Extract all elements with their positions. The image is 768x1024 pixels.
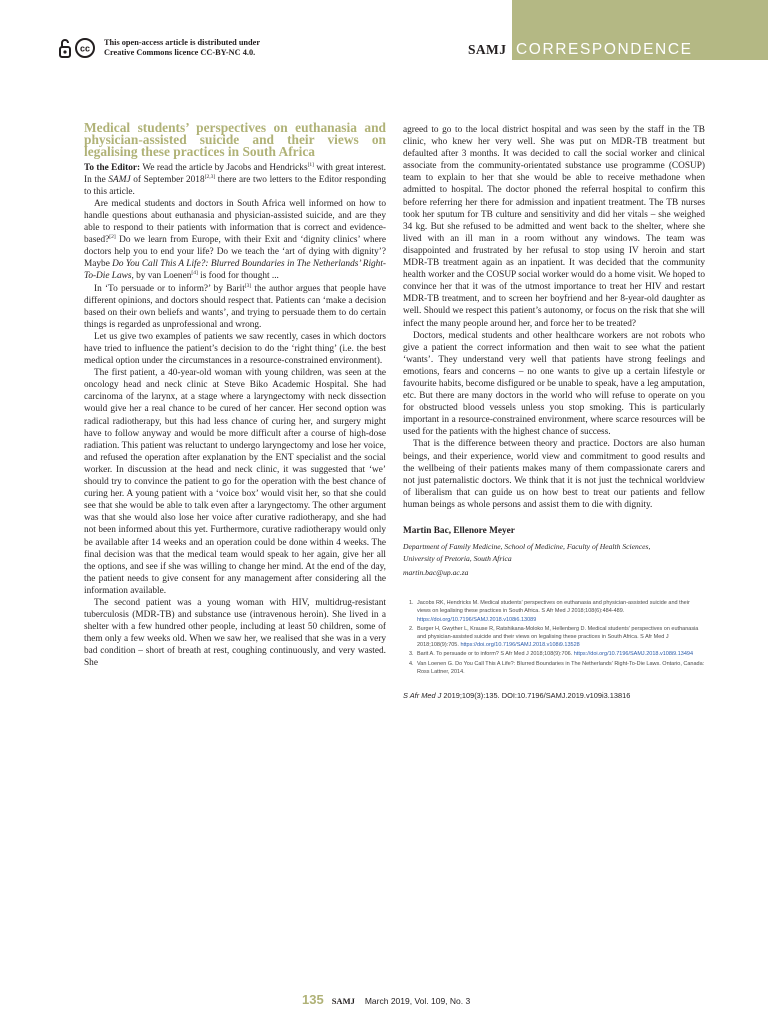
open-access-icon	[56, 38, 98, 58]
doi-link[interactable]: https://doi.org/10.7196/SAMJ.2018.v108i9.13528	[460, 642, 580, 649]
paragraph-1: To the Editor: We read the article by Jacobs and Hendricks[1] with great interest. In the SAMJ of September 2018[2,3] there are two letters to the Editor responding to this article.	[84, 161, 386, 197]
paragraph-3: In ‘To persuade or to inform?’ by Barit[3] the author argues that people have different opinions, and doctors should respect that. Patients can ‘make a decision based on their own beliefs and wants’, and trying to persuade them to do certain things is regarded as unprofessional and wrong.	[84, 282, 387, 330]
reference-item: 4. Van Loenen G. Do You Call This A Life?: Blurred Boundaries in The Netherlands’ Right-To-Die Laws. Ontario, Canada: Ross Lattner, 2014.	[409, 660, 705, 675]
article-title: Medical students’ perspectives on euthanasia and physician-assisted suicide and their views on legalising these practices in South Africa	[84, 120, 386, 160]
right-column	[403, 124, 705, 702]
cc-logo	[56, 38, 98, 58]
author-email[interactable]: martin.bac@up.ac.za	[403, 568, 469, 578]
reference-marker: [2]	[109, 234, 116, 241]
paragraph-9: That is the difference between theory and practice. Doctors are also human beings, and their experience, world view and commitment to good results and the wellbeing of their patients makes many of them compassionate carers and not just paternalistic doctors. We think that it is not just the technical worldview of liberalism that can guide us on how best to treat our patients and fellow human beings as whole persons and assist them to die with dignity.	[403, 439, 705, 510]
article-citation: S Afr Med J 2019;109(3):135. DOI:10.7196/SAMJ.2019.v109i3.13816	[403, 691, 631, 701]
footer-journal: SAMJ	[331, 996, 355, 1006]
left-column	[84, 122, 386, 670]
reference-marker: [2,3]	[204, 173, 216, 180]
paragraph-5: The first patient, a 40-year-old woman with young children, was seen at the oncology head and neck clinic at Steve Biko Academic Hospital. She had carcinoma of the larynx, at a stage where a laryngectomy with neck dissection would give her a real chance to be cured of her cancer. Her second option was radical radiotherapy, but this had less chance of curing her, and surgery might have to follow anyway and would be more difficult after a course of high-dose radiation. This patient was reluctant to undergo laryngectomy and lose her voice, and refused the operation after explanation by the ENT specialist and the social worker. In discussion at the head and neck clinic, it was suggested that ‘we’ should try to convince the patient to go for the operation with the best chance of curing her. A young patient with a ‘voice box’ would visit her, so that she could see that she would be able to talk even after a laryngectomy. The other argument was that she would also lose her voice after curative radiotherapy, and she had not been informed about this yet. Furthermore, curative radiotherapy would only be available after 14 weeks and an operation could be done within 4 weeks. The final decision was that the medical team would speak to her again, give her all the options, and see if she was willing to change her mind. At the end of the day, the patient needs to give consent for any management after considering all the information available.	[84, 368, 386, 596]
reference-item: 3. Barit A. To persuade or to inform? S Afr Med J 2018;108(9):706. https://doi.org/10.7196/SAMJ.2018.v108i9.13494	[409, 651, 694, 658]
license-line-1: This open-access article is distributed under	[104, 38, 261, 48]
section-label: CORRESPONDENCE	[516, 41, 693, 58]
reference-list	[403, 599, 705, 676]
reference-marker: [4]	[191, 270, 198, 277]
doi-link[interactable]: https://doi.org/10.7196/SAMJ.2018.v108i6.13089	[417, 616, 537, 623]
doi-link[interactable]: https://doi.org/10.7196/SAMJ.2018.v108i9.13494	[573, 651, 694, 658]
license-line-2: Creative Commons licence CC-BY-NC 4.0.	[104, 48, 256, 57]
author-names: Martin Bac, Ellenore Meyer	[403, 526, 515, 536]
paragraph-7: agreed to go to the local district hospital and was seen by the staff in the TB clinic, who knew her very well. She was put on MDR-TB treatment but defaulted after 3 months. It was decided to call the social worker and clinical associate from the community-orientated substance use programme (COSUP) team to explain to her that she would be able to receive methadone when admitted to hospital. The doctor phoned the referral hospital to confirm this before referring her there for admission and inpatient treatment. The TB nurses took her sputum for TB culture and sensitivity and did her vitals – she weighed 34 kg. But she refused to be admitted and went back to the shelter, where she lived with an ill man in a room without any windows. The team was disappointed and frustrated by her refusal to stop using IV heroin and start MDR-TB treatment again as an inpatient. It was decided that the community health worker and the COSUP social worker would do a home visit. We hoped to convince her that it was of the utmost importance to treat her HIV and restart MDR-TB treatment, and to screen her boyfriend and her 8-year-old daughter as well. Should we respect this patient’s autonomy, or focus on the risk that she will infect the many people around her, and force her to be treated?	[403, 125, 705, 329]
paragraph-6: The second patient was a young woman with HIV, multidrug-resistant tuberculosis (MDR-TB) and substance use (intravenous heroin). She lived in a shelter with a few hundred other people, including at least 50 children, some of them only a few weeks old. When we saw her, we realised that she was in a very bad condition – short of breath at rest, coughing continuously, and very wasted. She	[84, 597, 386, 669]
reference-marker: [1]	[307, 161, 314, 168]
page-footer	[302, 992, 470, 1007]
salutation: To the Editor:	[84, 162, 141, 173]
book-title: Do You Call This A Life?: Blurred Boundaries in The Netherlands’ Right-To-Die Laws	[84, 259, 387, 282]
page-number: 135	[302, 992, 324, 1007]
paragraph-2: Are medical students and doctors in South Africa well informed on how to handle questions about euthanasia and physician-assisted suicide, and are they able to respond to their patients with information that is correct and evidence-based?[2] Do we learn from Europe, with their Exit and ‘dignity clinics’ where doctors help you to end your life? Do we teach the ‘art of dying with dignity’? Maybe Do You Call This A Life?: Blurred Boundaries in The Netherlands’ Right-To-Die Laws, by van Loenen[4] is food for thought ...	[84, 198, 387, 282]
license-notice	[56, 38, 260, 58]
paragraph-4: Let us give two examples of patients we saw recently, cases in which doctors have tried to influence the patient’s decision to do the ‘right thing’ (i.e. the best medical option under the circumstances in a resource-constrained environment).	[84, 331, 386, 367]
journal-name: SAMJ	[468, 42, 507, 57]
reference-item: 1. Jacobs RK, Hendricks M. Medical students’ perspectives on euthanasia and physician-assisted suicide and their views on legalising these practices in South Africa. S Afr Med J 2018;108(6):484-489. https://doi.org/10.7196/SAMJ.2018.v108i6.13089	[409, 600, 690, 623]
paragraph-8: Doctors, medical students and other healthcare workers are not robots who give a patient the correct information and then wait to see what the patient ‘wants’. They understand very well that patients have strong feelings and emotions, fears and concerns – no one wants to give up a certain lifestyle or favourite habits, become disfigured or be unable to speak, have a leg amputation, etc. But there are many doctors in the world who will refuse to operate on you for obstructed blood vessels unless you stop smoking. This is particularly important in a resource-constrained environment, where scarce resources will be used for the patients with the highest chance of success.	[403, 330, 705, 438]
reference-item: 2. Burger H, Gwyther L, Krause R, Ratshikana-Moloko M, Hellenberg D. Medical students’ perspectives on euthanasia and physician-assisted suicide and their views on legalising these practices in South Africa. S Afr Med J 2018;108(9):705. https://doi.org/10.7196/SAMJ.2018.v108i9.13528	[409, 625, 699, 649]
journal-mention: SAMJ	[108, 174, 131, 185]
author-affiliation: Department of Family Medicine, School of Medicine, Faculty of Health Sciences, University of Pretoria, South Africa	[403, 542, 651, 564]
svg-text:cc: cc	[79, 43, 91, 54]
reference-marker: [3]	[244, 282, 252, 289]
footer-issue: March 2019, Vol. 109, No. 3	[364, 996, 471, 1006]
